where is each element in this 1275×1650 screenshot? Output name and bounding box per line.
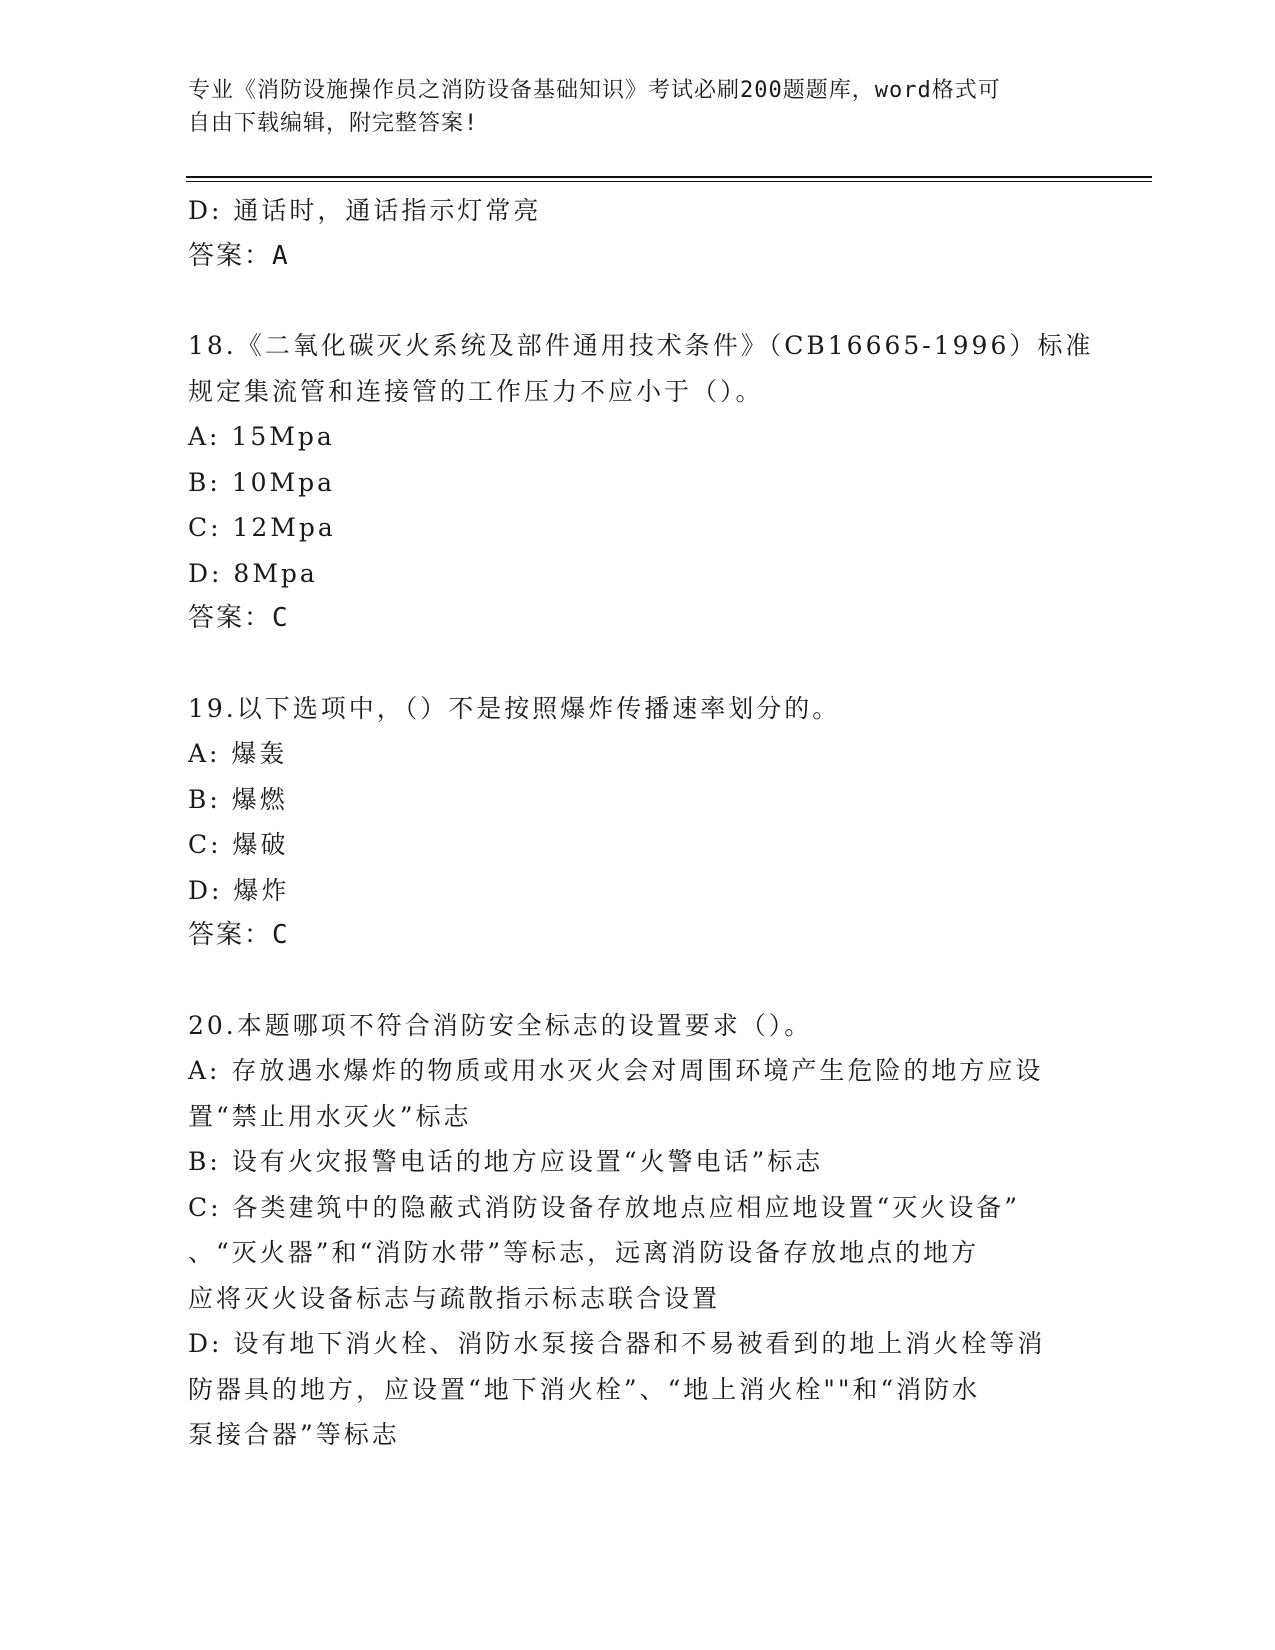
question-line: C: 各类建筑中的隐蔽式消防设备存放地点应相应地设置“灭火设备” [188, 1192, 1021, 1222]
header-rule-thin [186, 181, 1152, 182]
question-line: B: 10Mpa [188, 467, 336, 497]
question-block [188, 188, 1088, 279]
question-line: 置“禁止用水灭火”标志 [188, 1101, 472, 1131]
question-line: B: 爆燃 [188, 784, 288, 814]
question-block [188, 323, 1094, 642]
question-line: D: 8Mpa [188, 558, 318, 588]
question-line: 泵接合器”等标志 [188, 1420, 400, 1449]
question-line: C: 12Mpa [188, 513, 336, 542]
question-line: 防器具的地方，应设置“地下消火栓”、“地上消火栓""和“消防水 [188, 1374, 981, 1404]
header-rule-thick [186, 176, 1152, 178]
block-gap [188, 642, 1088, 686]
question-line: 应将灭火设备标志与疏散指示标志联合设置 [188, 1283, 721, 1313]
document-header [188, 74, 1068, 140]
question-line: 20.本题哪项不符合消防安全标志的设置要求（）。 [188, 1010, 813, 1040]
question-line: 18.《二氧化碳灭火系统及部件通用技术条件》（CB16665-1996）标准 [188, 331, 1094, 360]
question-line: A: 爆轰 [188, 739, 288, 768]
answer-line: 答案：C [188, 920, 290, 950]
question-line: A: 存放遇水爆炸的物质或用水灭火会对周围环境产生危险的地方应设 [188, 1056, 1044, 1085]
answer-line: 答案：C [188, 603, 290, 633]
header-line-1: 专业《消防设施操作员之消防设备基础知识》考试必刷200题题库，word格式可 [188, 78, 1001, 103]
answer-line: 答案：A [188, 240, 290, 271]
block-gap [188, 279, 1088, 323]
question-line: 、“灭火器”和“消防水带”等标志，远离消防设备存放地点的地方 [188, 1238, 980, 1267]
question-line: D: 通话时，通话指示灯常亮 [188, 196, 542, 225]
question-block [188, 686, 1088, 959]
question-line: A: 15Mpa [188, 422, 335, 451]
question-line: D: 爆炸 [188, 875, 290, 905]
block-gap [188, 959, 1088, 1003]
question-content [188, 188, 1094, 1458]
question-block [188, 1003, 1088, 1458]
question-line: B: 设有火灾报警电话的地方应设置“火警电话”标志 [188, 1147, 824, 1176]
question-line: 19.以下选项中，（）不是按照爆炸传播速率划分的。 [188, 693, 841, 723]
question-line: D: 设有地下消火栓、消防水泵接合器和不易被看到的地上消火栓等消 [188, 1329, 1046, 1358]
question-line: 规定集流管和连接管的工作压力不应小于（）。 [188, 376, 764, 406]
question-line: C: 爆破 [188, 830, 289, 859]
header-line-2: 自由下载编辑，附完整答案! [188, 111, 479, 136]
